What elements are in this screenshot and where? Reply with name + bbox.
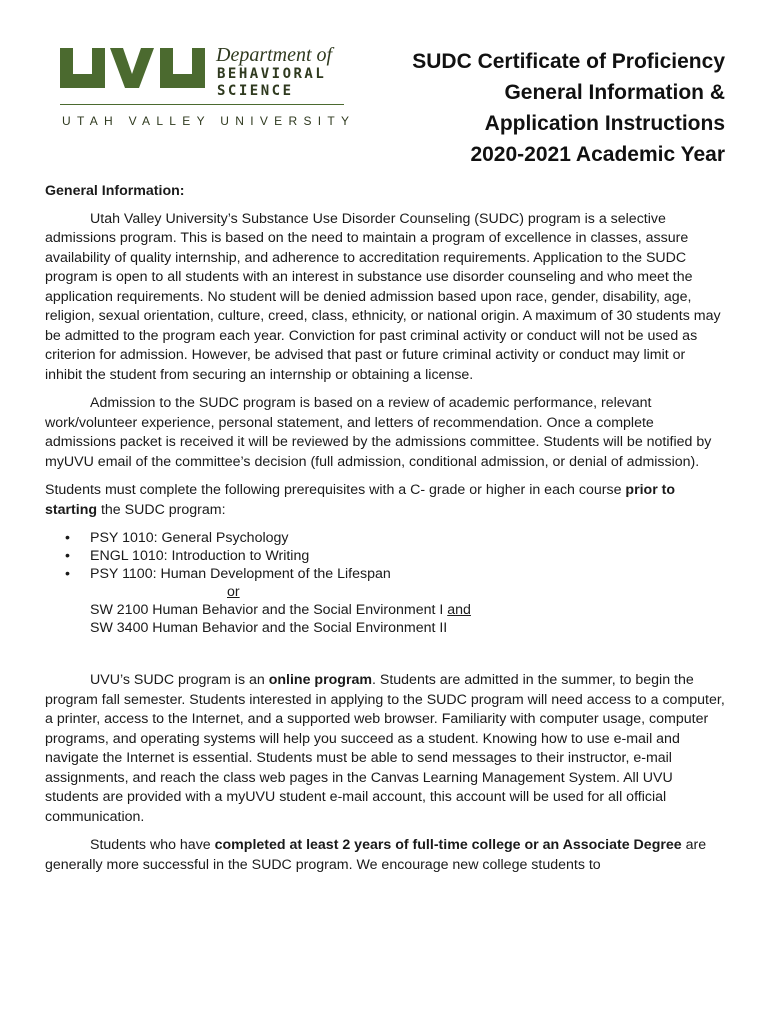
document-title: [412, 46, 725, 170]
prereq-intro-end: the SUDC program:: [97, 501, 226, 518]
uvu-behavioral-science-logo: [60, 44, 356, 134]
bullet-icon: •: [65, 566, 70, 582]
online-text-b: . Students are admitted in the summer, to begin the program fall semester. Students interested in applying to the SUDC program will need access to a computer, a printer, access to the Internet, and a supported web browser. Familiarity with computer usage, computer programs, and operating systems will help you succeed as a student. Knowing how to use e-mail and navigate the Internet is essential. Students must be able to send messages to their instructor, e-mail assignments, and reach the class web pages in the Canvas Learning Management System. All UVU students are provided with a myUVU student e-mail account, this account will be used for all official communication.: [45, 672, 725, 825]
online-emphasis: online program: [268, 672, 372, 688]
logo-department-of: Department of: [216, 44, 333, 66]
paragraph-success: [45, 836, 725, 875]
online-text-a: UVU’s SUDC program is an: [90, 672, 269, 688]
title-line-4: 2020-2021 Academic Year: [470, 143, 725, 166]
prereq-intro-text: Students must complete the following prerequisites with a C- grade or higher in each course: [45, 482, 626, 498]
list-item: [45, 565, 725, 583]
logo-divider: [60, 104, 344, 105]
prereq-intro-emphasis: prior to starting: [45, 482, 676, 518]
success-text-a: Students who have: [90, 837, 215, 853]
document-body: [45, 182, 725, 884]
paragraph-selective-admissions: Utah Valley University’s Substance Use Disorder Counseling (SUDC) program is a selective admissions program. This is based on the need to maintain a program of excellence in classes, assure availability of quality internship, and adherence to accreditation requirements. Application to the SUDC program is open to all students with an interest in substance use disorder counseling and who meet the application requirements. No student will be denied admission based upon race, gender, disability, age, religion, sexual orientation, culture, creed, class, ethnicity, or national origin. A maximum of 30 students may be admitted to the program each year. Conviction for past criminal activity or conduct will not be used as criterion for admission. However, be advised that past or future criminal activity or conduct may limit or inhibit the student from securing an internship or obtaining a license.: [45, 210, 721, 383]
logo-behavioral: BEHAVIORAL: [217, 66, 327, 82]
prereq-or: or: [227, 584, 240, 600]
uvu-logo-letters: [60, 48, 205, 88]
bullet-icon: •: [65, 530, 70, 546]
success-text-b: are generally more successful in the SUDC program. We encourage new college students to: [45, 837, 707, 873]
prereq-sw2100: [45, 601, 725, 619]
prereq-sw3400: SW 3400 Human Behavior and the Social Environment II: [90, 620, 448, 636]
general-information-heading: General Information:: [45, 183, 185, 199]
prereq-psy1100: PSY 1100: Human Development of the Lifespan: [90, 566, 391, 582]
success-emphasis: completed at least 2 years of full-time college or an Associate Degree: [214, 837, 682, 853]
prereq-psy1010: PSY 1010: General Psychology: [90, 530, 289, 546]
paragraph-online-program: [45, 671, 725, 827]
paragraph-prerequisites-intro: [45, 481, 725, 520]
prerequisite-list: [45, 529, 725, 583]
list-item: [45, 547, 725, 565]
spacer: [45, 637, 725, 671]
title-line-1: SUDC Certificate of Proficiency: [412, 50, 725, 73]
prereq-sw2100-text: SW 2100 Human Behavior and the Social Environment I: [90, 602, 448, 618]
bullet-icon: •: [65, 548, 70, 564]
paragraph-admission-review: Admission to the SUDC program is based on a review of academic performance, relevant work/volunteer experience, personal statement, and letters of recommendation. Once a complete admissions packet is received it will be reviewed by the admissions committee. Students will be notified by myUVU email of the committee’s decision (full admission, conditional admission, or denial of admission).: [45, 395, 712, 470]
title-line-2: General Information &: [504, 81, 725, 104]
list-item: [45, 529, 725, 547]
logo-university-name: UTAH VALLEY UNIVERSITY: [62, 114, 356, 128]
title-line-3: Application Instructions: [484, 112, 725, 135]
prereq-engl1010: ENGL 1010: Introduction to Writing: [90, 548, 310, 564]
logo-science: SCIENCE: [217, 83, 294, 99]
prereq-and: and: [447, 602, 471, 618]
